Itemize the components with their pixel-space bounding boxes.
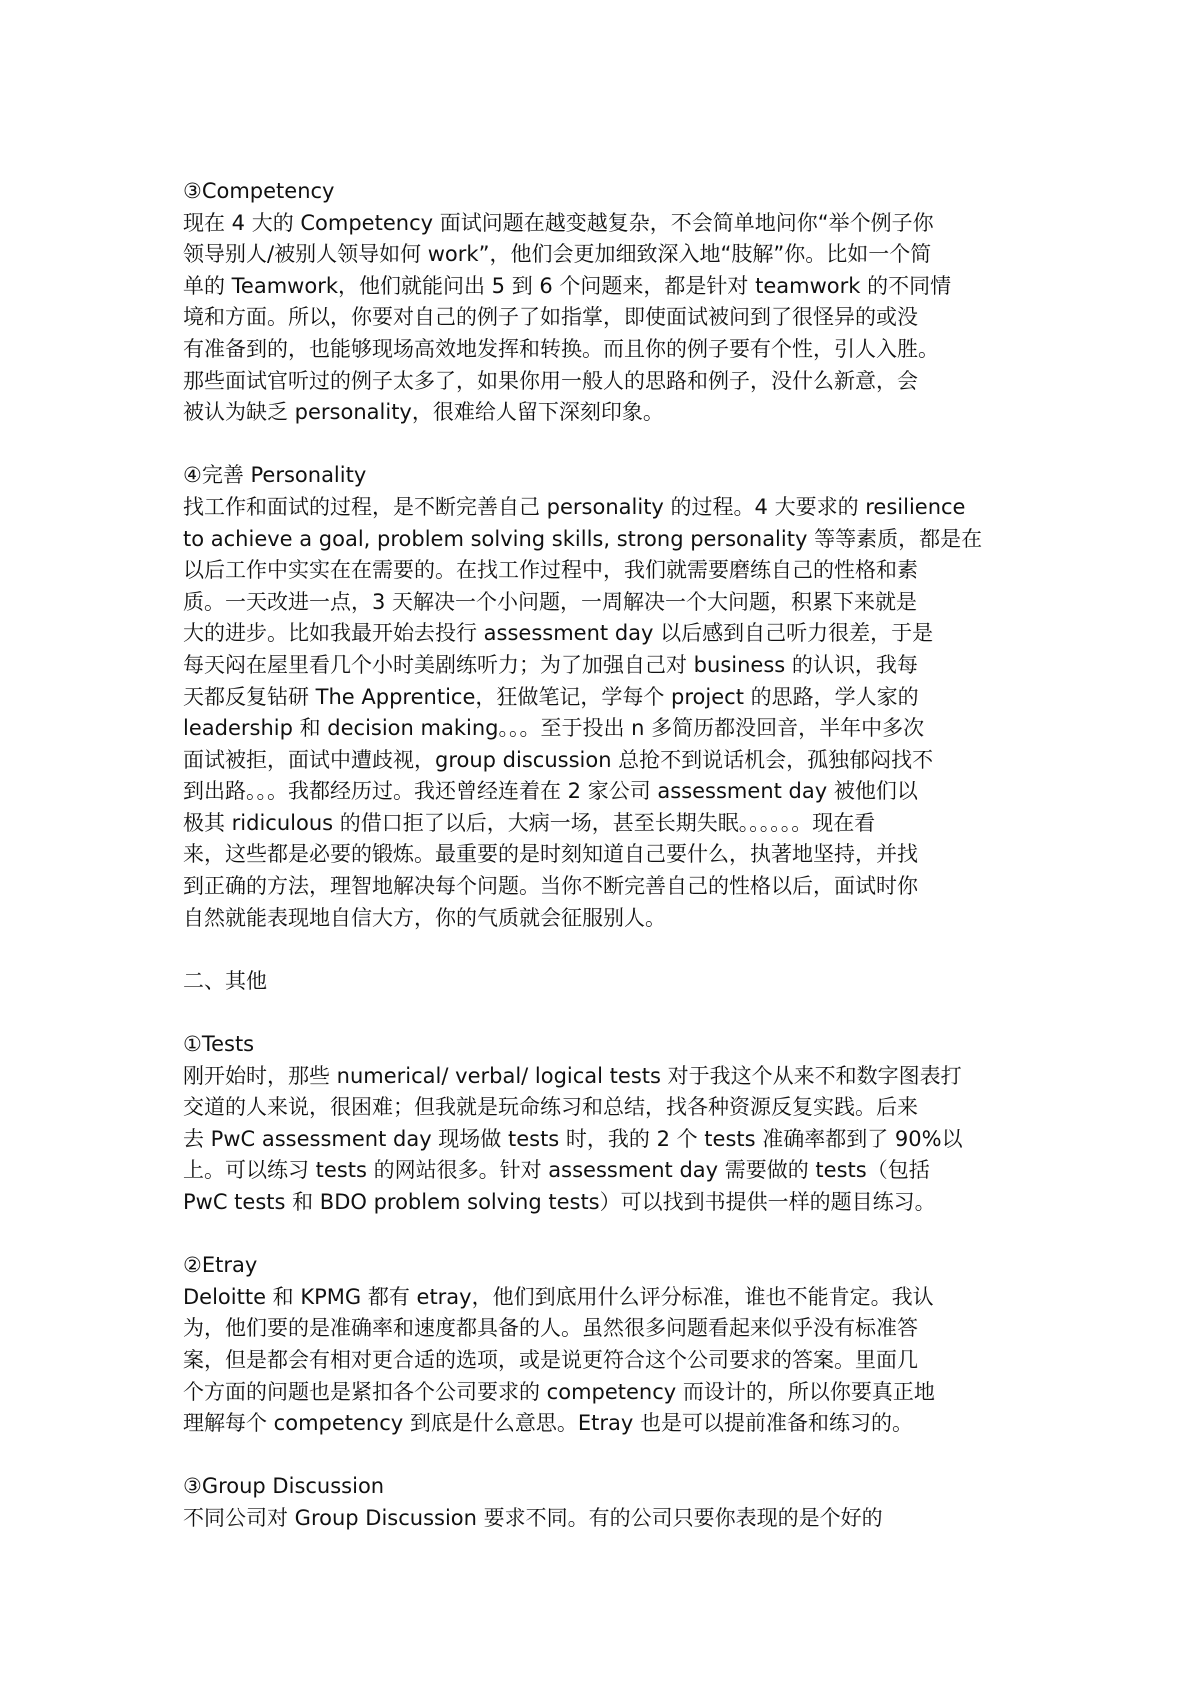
paragraph-line: 以后工作中实实在在需要的。在找工作过程中，我们就需要磨练自己的性格和素 <box>183 558 918 583</box>
paragraph-line: 每天闷在屋里看几个小时美剧练听力；为了加强自己对 business 的认识，我每 <box>183 652 918 677</box>
document-page <box>183 176 1028 1535</box>
paragraph-line: 到正确的方法，理智地解决每个问题。当你不断完善自己的性格以后，面试时你 <box>183 874 918 899</box>
paragraph-line: 面试被拒，面试中遭歧视，group discussion 总抢不到说话机会，孤独郁闷找不 <box>183 747 934 772</box>
paragraph-line: to achieve a goal, problem solving skills, strong personality 等等素质，都是在 <box>183 526 983 551</box>
paragraph-line: Deloitte 和 KPMG 都有 etray，他们到底用什么评分标准，谁也不能肯定。我认 <box>183 1284 934 1309</box>
paragraph-line: 不同公司对 Group Discussion 要求不同。有的公司只要你表现的是个好的 <box>183 1505 883 1530</box>
paragraph-line: 去 PwC assessment day 现场做 tests 时，我的 2 个 tests 准确率都到了 90%以 <box>183 1126 963 1151</box>
paragraph-line: 案，但是都会有相对更合适的选项，或是说更符合这个公司要求的答案。里面几 <box>183 1347 918 1372</box>
section-personality <box>183 460 1028 934</box>
section-heading: ③Competency <box>183 179 335 203</box>
paragraph-line: 那些面试官听过的例子太多了，如果你用一般人的思路和例子，没什么新意，会 <box>183 368 918 393</box>
paragraph-line: 大的进步。比如我最开始去投行 assessment day 以后感到自己听力很差，于是 <box>183 621 934 646</box>
section-spacer <box>183 1219 1028 1251</box>
section-spacer <box>183 934 1028 966</box>
paragraph-line: 刚开始时，那些 numerical/ verbal/ logical tests 对于我这个从来不和数字图表打 <box>183 1063 962 1088</box>
paragraph-line: 极其 ridiculous 的借口拒了以后，大病一场，甚至长期失眠。。。。。。现在看 <box>183 810 876 835</box>
section-etray <box>183 1250 1028 1440</box>
paragraph-line: 领导别人/被别人领导如何 work”，他们会更加细致深入地“肢解”你。比如一个简 <box>183 242 932 267</box>
section-tests <box>183 1029 1028 1219</box>
paragraph-line: 找工作和面试的过程，是不断完善自己 personality 的过程。4 大要求的 resilience <box>183 494 966 519</box>
section-spacer <box>183 1440 1028 1472</box>
paragraph-line: 个方面的问题也是紧扣各个公司要求的 competency 而设计的，所以你要真正地 <box>183 1379 935 1404</box>
paragraph-line: 来，这些都是必要的锻炼。最重要的是时刻知道自己要什么，执著地坚持，并找 <box>183 842 918 867</box>
paragraph-line: 质。一天改进一点，3 天解决一个小问题，一周解决一个大问题，积累下来就是 <box>183 589 918 614</box>
paragraph-line: 境和方面。所以，你要对自己的例子了如指掌，即使面试被问到了很怪异的或没 <box>183 305 918 330</box>
paragraph-line: leadership 和 decision making。。。至于投出 n 多简历都没回音，半年中多次 <box>183 716 925 741</box>
section-heading: ④完善 Personality <box>183 463 367 488</box>
paragraph-line: 自然就能表现地自信大方，你的气质就会征服别人。 <box>183 905 666 930</box>
paragraph-line: 现在 4 大的 Competency 面试问题在越变越复杂，不会简单地问你“举个例子你 <box>183 210 934 235</box>
paragraph-line: 天都反复钻研 The Apprentice，狂做笔记，学每个 project 的思路，学人家的 <box>183 684 919 709</box>
paragraph-line: 被认为缺乏 personality，很难给人留下深刻印象。 <box>183 400 664 425</box>
section-heading: 二、其他 <box>183 968 267 993</box>
section-heading: ①Tests <box>183 1032 255 1057</box>
paragraph-line: 有准备到的，也能够现场高效地发挥和转换。而且你的例子要有个性，引人入胜。 <box>183 336 939 361</box>
paragraph-line: 到出路。。。我都经历过。我还曾经连着在 2 家公司 assessment day 被他们以 <box>183 779 918 804</box>
section-spacer <box>183 429 1028 461</box>
section-heading: ③Group Discussion <box>183 1474 385 1499</box>
paragraph-line: 单的 Teamwork，他们就能问出 5 到 6 个问题来，都是针对 teamwork 的不同情 <box>183 273 952 298</box>
section-spacer <box>183 997 1028 1029</box>
section-competency <box>183 176 1028 429</box>
paragraph-line: 为，他们要的是准确率和速度都具备的人。虽然很多问题看起来似乎没有标准答 <box>183 1316 918 1341</box>
section-group-discussion <box>183 1471 1028 1534</box>
section-heading: ②Etray <box>183 1253 258 1278</box>
paragraph-line: PwC tests 和 BDO problem solving tests）可以找到书提供一样的题目练习。 <box>183 1190 936 1214</box>
paragraph-line: 理解每个 competency 到底是什么意思。Etray 也是可以提前准备和练习的。 <box>183 1411 913 1436</box>
paragraph-line: 交道的人来说，很困难；但我就是玩命练习和总结，找各种资源反复实践。后来 <box>183 1095 918 1120</box>
section-others <box>183 966 1028 998</box>
paragraph-line: 上。可以练习 tests 的网站很多。针对 assessment day 需要做的 tests（包括 <box>183 1158 930 1183</box>
